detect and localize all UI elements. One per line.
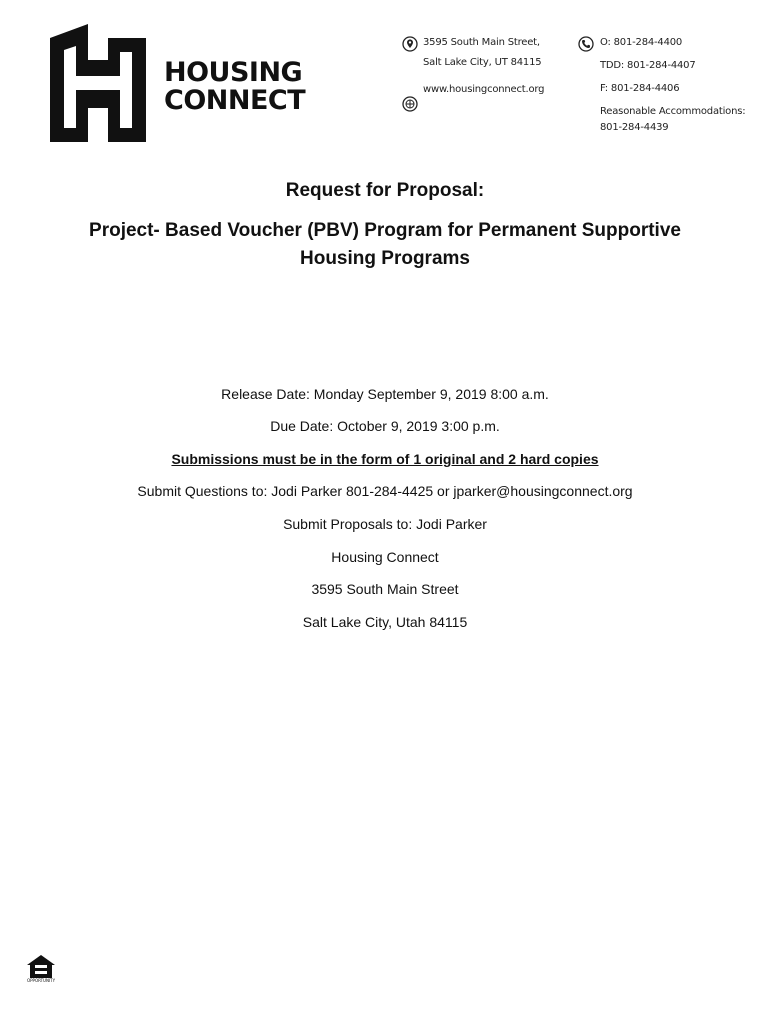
submission-note-text: Submissions must be in the form of 1 original and 2 hard copies	[171, 451, 599, 467]
document-subtitle-line-1: Project- Based Voucher (PBV) Program for Permanent Supportive	[89, 220, 681, 241]
logo-line-1: HOUSING	[164, 57, 303, 88]
due-date: Due Date: October 9, 2019 3:00 p.m.	[270, 418, 500, 434]
document-subtitle-line-2: Housing Programs	[300, 248, 470, 269]
logo-line-2: CONNECT	[164, 85, 306, 116]
phone-icon	[578, 36, 594, 52]
equal-housing-opportunity-logo	[26, 954, 56, 986]
equal-housing-label: OPPORTUNITY	[26, 978, 56, 983]
accommodations-label: Reasonable Accommodations:	[600, 106, 746, 117]
city-address: Salt Lake City, Utah 84115	[302, 614, 468, 630]
address-line-1: 3595 South Main Street,	[423, 37, 540, 48]
equal-housing-opportunity-icon	[26, 954, 56, 980]
address-line-2: Salt Lake City, UT 84115	[423, 57, 542, 68]
phone-tdd: TDD: 801-284-4407	[600, 60, 696, 71]
website-link[interactable]: www.housingconnect.org	[423, 84, 545, 95]
proposals-recipient: Submit Proposals to: Jodi Parker	[283, 516, 487, 532]
housing-connect-logo	[50, 24, 312, 142]
logo-wordmark	[164, 59, 305, 115]
organization-name: Housing Connect	[331, 549, 439, 565]
street-address: 3595 South Main Street	[311, 581, 459, 597]
accommodations-block	[600, 104, 760, 130]
fax-number: F: 801-284-4406	[600, 83, 680, 94]
housing-connect-h-logo-icon	[50, 24, 150, 142]
location-pin-icon	[402, 36, 418, 52]
document-title: Request for Proposal:	[285, 180, 485, 201]
submission-note	[0, 451, 770, 467]
release-date: Release Date: Monday September 9, 2019 8:00 a.m.	[221, 386, 549, 402]
globe-icon	[402, 96, 418, 112]
phone-office: O: 801-284-4400	[600, 37, 683, 48]
accommodations-phone: 801-284-4439	[600, 122, 669, 130]
questions-contact: Submit Questions to: Jodi Parker 801-284-4425 or jparker@housingconnect.org	[137, 483, 633, 499]
